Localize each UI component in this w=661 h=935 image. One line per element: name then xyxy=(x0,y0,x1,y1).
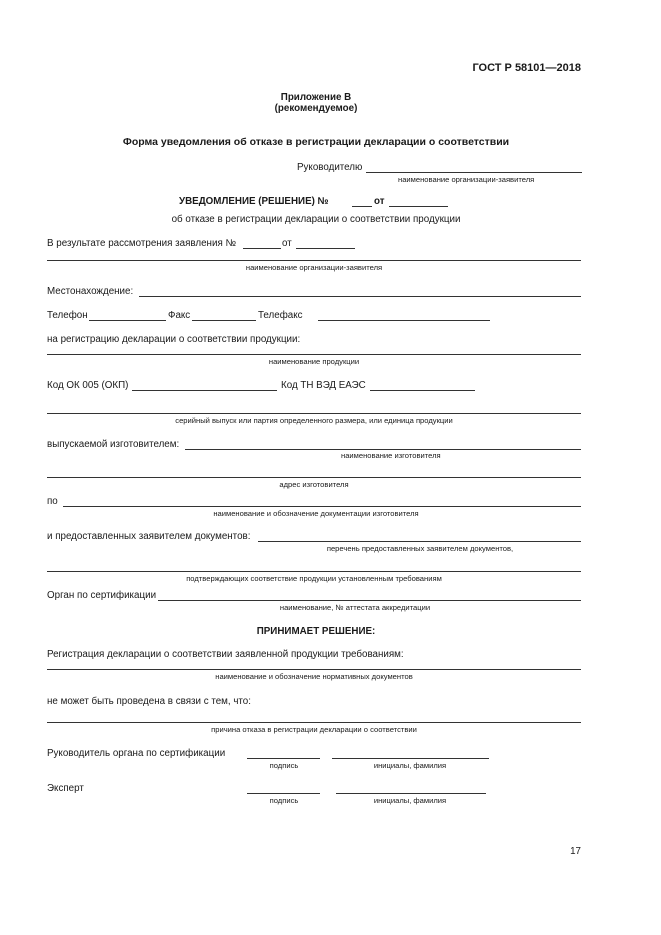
decision-caption: наименование и обозначение нормативных документов xyxy=(215,672,413,681)
expert-name-caption: инициалы, фамилия xyxy=(373,796,447,805)
fax-line xyxy=(192,320,256,321)
expert-signature-caption: подпись xyxy=(269,796,299,805)
recipient-label: Руководителю xyxy=(297,162,363,173)
appendix-subtitle: (рекомендуемое) xyxy=(274,103,358,114)
phone-label: Телефон xyxy=(47,310,88,321)
tnved-label: Код ТН ВЭД ЕАЭС xyxy=(281,380,366,391)
docs-line xyxy=(63,506,581,507)
page-number: 17 xyxy=(570,846,581,857)
standard-id: ГОСТ Р 58101—2018 xyxy=(472,62,581,74)
telefax-line xyxy=(318,320,490,321)
product-line xyxy=(47,354,581,355)
okp-line xyxy=(132,390,277,391)
telefax-label: Телефакс xyxy=(258,310,303,321)
expert-name-line xyxy=(336,793,486,794)
application-number-line xyxy=(243,248,281,249)
provided-caption-1: перечень предоставленных заявителем документов, xyxy=(326,544,514,553)
reason-line xyxy=(47,722,581,723)
provided-line xyxy=(258,541,581,542)
notice-from: от xyxy=(374,196,385,207)
application-date-line xyxy=(296,248,355,249)
reason-text: не может быть проведена в связи с тем, что: xyxy=(47,696,251,707)
manufacturer-line xyxy=(185,449,581,450)
head-signature-caption: подпись xyxy=(269,761,299,770)
recipient-caption: наименование организации-заявителя xyxy=(398,175,535,184)
location-label: Местонахождение: xyxy=(47,286,134,297)
docs-caption: наименование и обозначение документации изготовителя xyxy=(213,509,419,518)
batch-line xyxy=(47,413,581,414)
applicant-line xyxy=(47,260,581,261)
expert-signature-line xyxy=(247,793,320,794)
recipient-line xyxy=(366,172,582,173)
application-text: В результате рассмотрения заявления № xyxy=(47,238,236,249)
notice-date-line xyxy=(389,206,448,207)
docs-label: по xyxy=(47,496,58,507)
cert-body-line xyxy=(158,600,581,601)
manufacturer-caption: наименование изготовителя xyxy=(341,451,441,460)
cert-body-label: Орган по сертификации xyxy=(47,590,157,601)
applicant-caption: наименование организации-заявителя xyxy=(245,263,383,272)
okp-label: Код ОК 005 (ОКП) xyxy=(47,380,129,391)
batch-caption: серийный выпуск или партия определенного размера, или единица продукции xyxy=(175,416,453,425)
address-line xyxy=(47,477,581,478)
form-title: Форма уведомления об отказе в регистрации декларации о соответствии xyxy=(122,136,510,148)
product-label: на регистрацию декларации о соответствии продукции: xyxy=(47,334,301,345)
manufacturer-label: выпускаемой изготовителем: xyxy=(47,439,180,450)
head-label: Руководитель органа по сертификации xyxy=(47,748,226,759)
address-caption: адрес изготовителя xyxy=(279,480,349,489)
tnved-line xyxy=(370,390,475,391)
head-name-line xyxy=(332,758,489,759)
decision-heading: ПРИНИМАЕТ РЕШЕНИЕ: xyxy=(256,626,376,637)
appendix-title: Приложение В xyxy=(280,92,352,103)
head-name-caption: инициалы, фамилия xyxy=(373,761,447,770)
head-signature-line xyxy=(247,758,320,759)
phone-line xyxy=(89,320,166,321)
provided-caption-2: подтверждающих соответствие продукции установленным требованиям xyxy=(186,574,442,583)
decision-text: Регистрация декларации о соответствии заявленной продукции требованиям: xyxy=(47,649,404,660)
notice-number-line xyxy=(352,206,372,207)
provided-label: и предоставленных заявителем документов: xyxy=(47,531,251,542)
notice-heading: УВЕДОМЛЕНИЕ (РЕШЕНИЕ) № xyxy=(179,196,329,207)
notice-subheading: об отказе в регистрации декларации о соответствии продукции xyxy=(171,214,461,225)
provided-line-2 xyxy=(47,571,581,572)
reason-caption: причина отказа в регистрации декларации о соответствии xyxy=(211,725,417,734)
application-from: от xyxy=(282,238,292,249)
product-caption: наименование продукции xyxy=(268,357,360,366)
cert-body-caption: наименование, № аттестата аккредитации xyxy=(279,603,431,612)
decision-line xyxy=(47,669,581,670)
expert-label: Эксперт xyxy=(47,783,84,794)
location-line xyxy=(139,296,581,297)
fax-label: Факс xyxy=(168,310,191,321)
